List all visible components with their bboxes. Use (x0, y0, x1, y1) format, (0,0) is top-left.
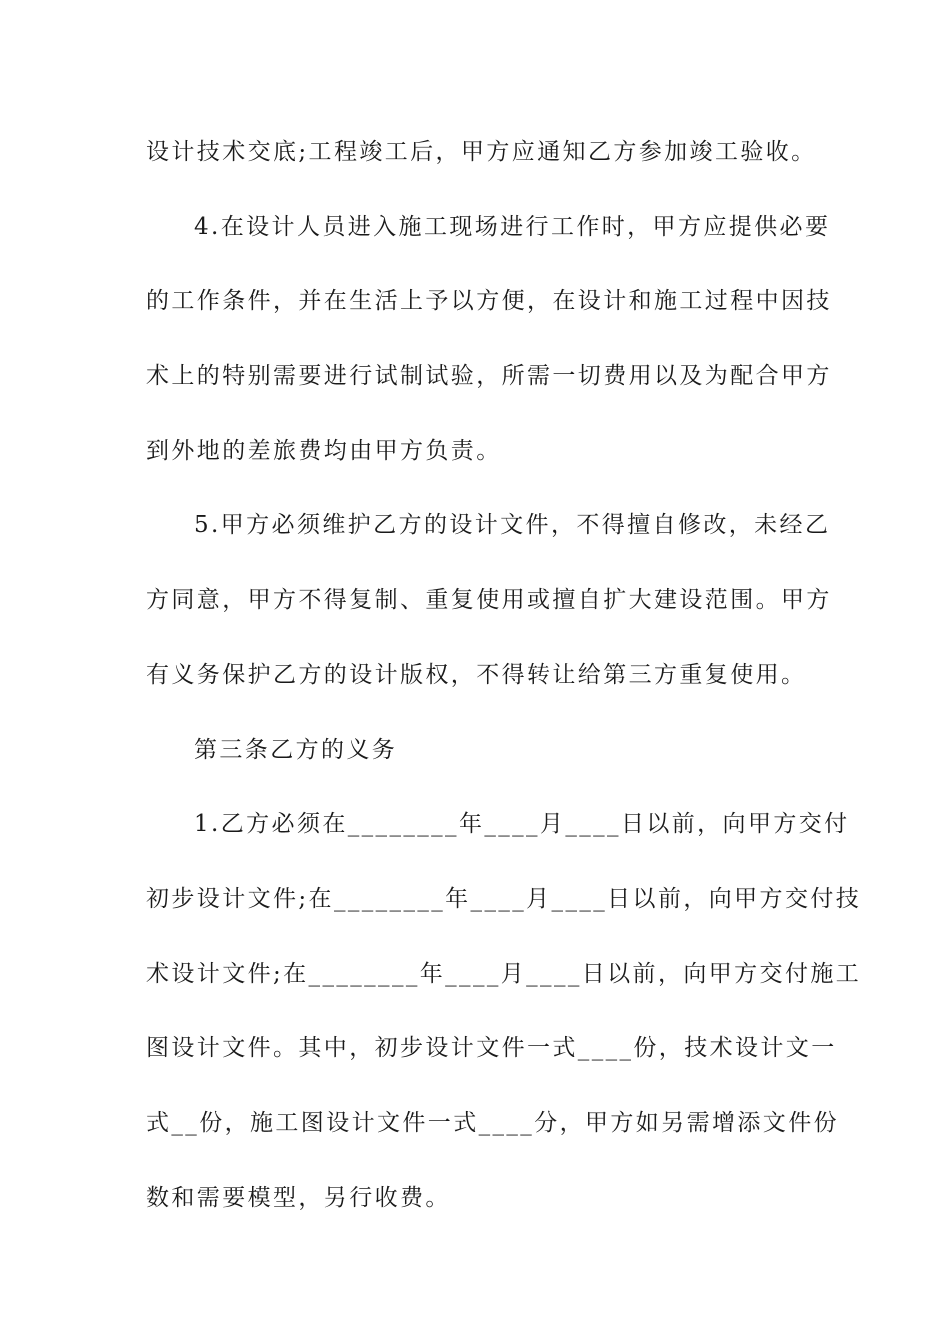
text-line: 方同意，甲方不得复制、重复使用或擅自扩大建设范围。甲方 (146, 587, 832, 614)
document-body (146, 115, 862, 1235)
text-line: 术设计文件;在________年____月____日以前，向甲方交付施工 (146, 960, 862, 987)
text-line: 术上的特别需要进行试制试验，所需一切费用以及为配合甲方 (146, 363, 832, 390)
text-line: 1.乙方必须在________年____月____日以前，向甲方交付 (194, 811, 850, 838)
text-line: 式__份，施工图设计文件一式____分，甲方如另需增添文件份 (146, 1109, 839, 1136)
text-line: 数和需要模型，另行收费。 (146, 1184, 451, 1211)
section-heading: 第三条乙方的义务 (194, 736, 398, 763)
text-line: 初步设计文件;在________年____月____日以前，向甲方交付技 (146, 885, 862, 912)
text-line: 到外地的差旅费均由甲方负责。 (146, 437, 502, 464)
text-line: 的工作条件，并在生活上予以方便，在设计和施工过程中因技 (146, 288, 832, 315)
text-line: 有义务保护乙方的设计版权，不得转让给第三方重复使用。 (146, 661, 807, 688)
text-line: 图设计文件。其中，初步设计文件一式____份，技术设计文一 (146, 1035, 837, 1062)
text-line: 设计技术交底;工程竣工后，甲方应通知乙方参加竣工验收。 (146, 139, 817, 165)
text-line: 4.在设计人员进入施工现场进行工作时，甲方应提供必要 (194, 213, 831, 240)
text-line: 5.甲方必须维护乙方的设计文件，不得擅自修改，未经乙 (194, 512, 831, 539)
